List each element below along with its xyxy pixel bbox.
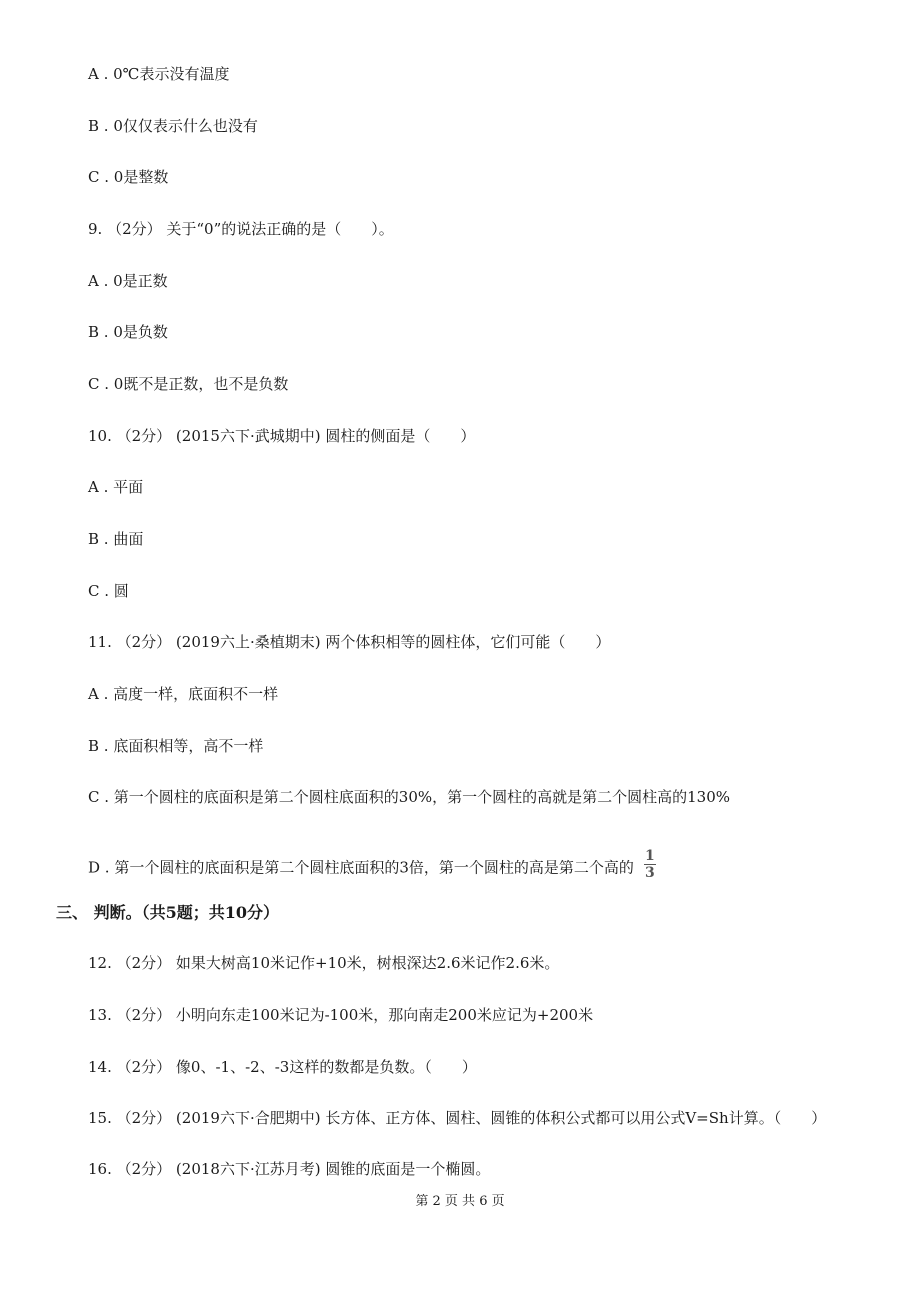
q11-option-d-text: D . 第一个圆柱的底面积是第二个圆柱底面积的3倍，第一个圆柱的高是第二个高的 — [88, 858, 634, 877]
question-9: 9. （2分） 关于“0”的说法正确的是（ ）。 — [88, 220, 394, 238]
page-footer: 第 2 页 共 6 页 — [415, 1194, 505, 1209]
question-16: 16. （2分） (2018六下·江苏月考) 圆锥的底面是一个椭圆。 — [88, 1160, 491, 1178]
q8-option-b: B . 0仅仅表示什么也没有 — [88, 117, 258, 135]
section-3-heading: 三、 判断。（共5题；共10分） — [56, 903, 279, 922]
q11-option-a: A . 高度一样，底面积不一样 — [88, 685, 279, 703]
question-13: 13. （2分） 小明向东走100米记为-100米，那向南走200米应记为+200米 — [88, 1006, 594, 1024]
q11-option-c: C . 第一个圆柱的底面积是第二个圆柱底面积的30%，第一个圆柱的高就是第二个圆柱高的130% — [88, 788, 731, 806]
q11-option-d — [88, 848, 656, 884]
question-14: 14. （2分） 像0、-1、-2、-3这样的数都是负数。（ ） — [88, 1058, 477, 1076]
q10-option-a: A . 平面 — [88, 478, 144, 496]
q11-option-b: B . 底面积相等，高不一样 — [88, 737, 264, 755]
fraction-numerator: 1 — [645, 848, 655, 864]
question-11: 11. （2分） (2019六上·桑植期末) 两个体积相等的圆柱体，它们可能（ ） — [88, 633, 611, 651]
question-12: 12. （2分） 如果大树高10米记作+10米，树根深达2.6米记作2.6米。 — [88, 954, 560, 972]
fraction-one-third — [644, 849, 656, 880]
q8-option-a: A . 0℃表示没有温度 — [88, 65, 230, 83]
q9-option-c: C . 0既不是正数，也不是负数 — [88, 375, 289, 393]
fraction-denominator: 3 — [645, 865, 655, 881]
q10-option-c: C . 圆 — [88, 582, 129, 600]
q10-option-b: B . 曲面 — [88, 530, 144, 548]
q9-option-a: A . 0是正数 — [88, 272, 168, 290]
question-15: 15. （2分） (2019六下·合肥期中) 长方体、正方体、圆柱、圆锥的体积公式都可以用公式V=Sh计算。（ ） — [88, 1109, 827, 1127]
q8-option-c: C . 0是整数 — [88, 168, 169, 186]
q9-option-b: B . 0是负数 — [88, 323, 168, 341]
question-10: 10. （2分） (2015六下·武城期中) 圆柱的侧面是（ ） — [88, 427, 476, 445]
